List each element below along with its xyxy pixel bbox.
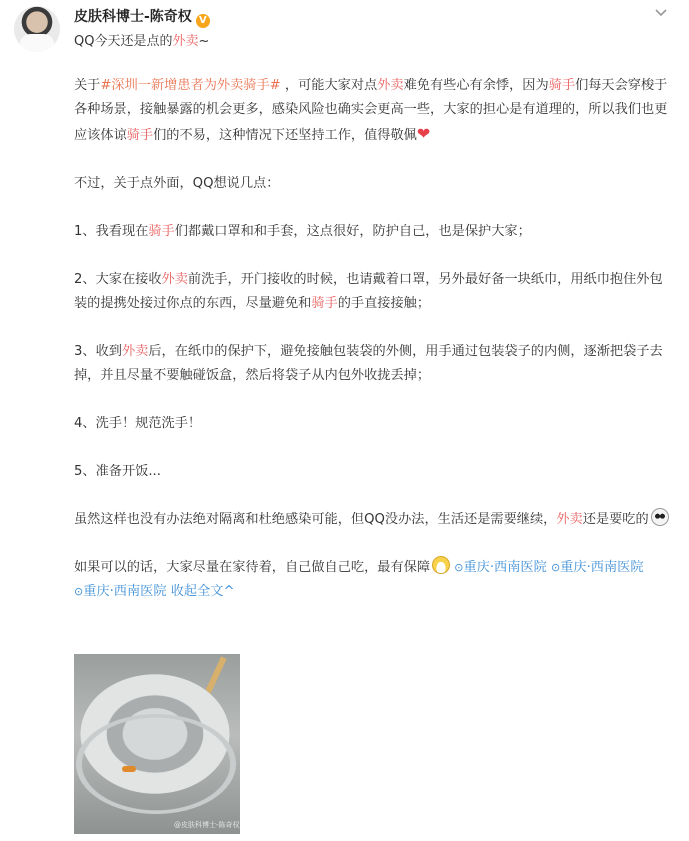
- text: 关于: [74, 78, 101, 93]
- location-label: 重庆·西南医院: [83, 584, 167, 599]
- location-link-3[interactable]: [74, 584, 167, 599]
- paragraph-7: 5、准备开饭...: [74, 464, 161, 479]
- verified-badge-icon: V: [196, 14, 210, 28]
- keyword: 骑手: [126, 128, 154, 143]
- avatar-coat: [20, 34, 54, 52]
- paragraph-9: [74, 556, 674, 604]
- text: 如果可以的话，大家尽量在家待着，自己做自己吃，最有保障: [74, 560, 431, 575]
- post-body: [74, 74, 674, 604]
- text: 1、我看现在: [74, 224, 149, 239]
- foil-container-bottom: [76, 714, 236, 814]
- paragraph-2: 不过，关于点外面，QQ想说几点：: [74, 176, 280, 191]
- location-label: 重庆·西南医院: [463, 560, 547, 575]
- text: 的手直接接触；: [337, 296, 431, 311]
- location-label: 重庆·西南医院: [560, 560, 644, 575]
- paragraph-8: [74, 508, 674, 532]
- text: 们每天会穿梭于各种场景，接触暴露的机会更多，感染风险也确实会更高一些，大家的担心是有道理的，所以我们也更应该体谅: [74, 78, 668, 143]
- subtitle-tail: ~: [198, 34, 210, 49]
- chevron-down-icon[interactable]: [652, 6, 670, 20]
- location-link-2[interactable]: [551, 560, 644, 575]
- keyword: 骑手: [548, 78, 576, 93]
- text: 后，在纸巾的保护下，避免接触包装袋的外侧，用手通过包装袋子的内侧，逐渐把袋子去掉，并且尽量不要触碰饭盒，然后将袋子从内包外收拢丢掉；: [74, 344, 663, 383]
- paragraph-3: [74, 220, 674, 244]
- keyword: 外卖: [121, 344, 149, 359]
- keyword: 外卖: [161, 272, 188, 287]
- mask-emoji: [432, 556, 450, 574]
- text: 2、大家在接收: [74, 272, 162, 287]
- text: ，可能大家对点: [280, 78, 378, 93]
- author-name-row: [74, 6, 210, 28]
- text: 难免有些心有余悸，因为: [403, 78, 549, 93]
- text: 还是要吃的: [582, 512, 649, 527]
- topic-link[interactable]: #深圳一新增患者为外卖骑手#: [100, 78, 281, 93]
- collapse-text-button[interactable]: [171, 584, 235, 599]
- text: 前洗手，开门接收的时候，也请戴着口罩，另外最好备一块纸巾，用纸巾抱住外包装的提携处接过你点的东西，尽量避免和: [74, 272, 663, 311]
- location-link-1[interactable]: [454, 560, 547, 575]
- paragraph-1: [74, 74, 674, 148]
- post-header: [0, 0, 689, 60]
- collapse-label: 收起全文: [170, 584, 224, 599]
- post-subtitle: [74, 30, 209, 49]
- paragraph-6: 4、洗手！规范洗手！: [74, 416, 202, 431]
- foil-food-containers-photo[interactable]: [74, 654, 240, 834]
- image-watermark: @皮肤科博士-陈奇权: [174, 821, 240, 829]
- subtitle-text: QQ今天还是点的: [74, 34, 173, 49]
- text: 们的不易，这种情况下还坚持工作，值得敬佩: [153, 128, 417, 143]
- location-pin-icon: ⊙: [74, 585, 84, 598]
- orange-accent: [122, 766, 136, 772]
- location-pin-icon: ⊙: [551, 561, 561, 574]
- keyword: 外卖: [556, 512, 583, 527]
- panda-emoji: [651, 508, 669, 526]
- text: 虽然这样也没有办法绝对隔离和杜绝感染可能，但QQ没办法，生活还是需要继续，: [74, 512, 557, 527]
- keyword: 骑手: [311, 296, 338, 311]
- avatar[interactable]: [14, 6, 60, 52]
- paragraph-5: [74, 340, 674, 388]
- keyword: 骑手: [148, 224, 175, 239]
- paragraph-4: [74, 268, 674, 316]
- keyword: 外卖: [377, 78, 404, 93]
- subtitle-keyword: 外卖: [172, 34, 199, 49]
- author-name[interactable]: 皮肤科博士-陈奇权: [74, 9, 192, 25]
- location-pin-icon: ⊙: [454, 561, 464, 574]
- text: 3、收到: [74, 344, 122, 359]
- red-heart-emoji: ❤: [416, 124, 431, 143]
- text: 们都戴口罩和和手套，这点很好，防护自己，也是保护大家；: [174, 224, 531, 239]
- chevron-up-icon: ^: [223, 584, 235, 599]
